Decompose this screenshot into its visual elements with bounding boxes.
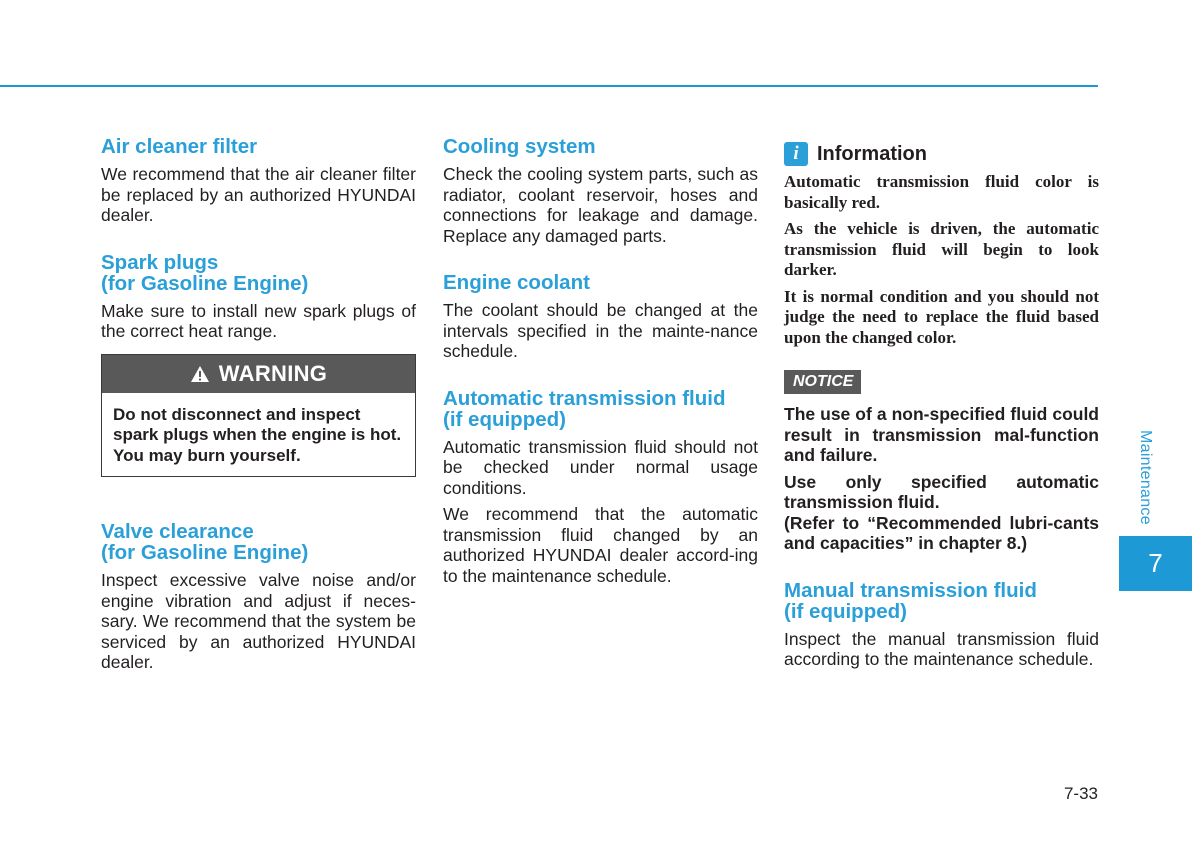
warning-title: WARNING <box>218 360 328 386</box>
column-3 <box>784 136 1099 676</box>
chapter-tab: 7 <box>1119 536 1192 591</box>
notice-text-2: Use only specified automatic transmission fluid. (Refer to “Recommended lubri-cants and capacities” in chapter 8.) <box>784 471 1099 553</box>
engine-coolant-heading: Engine coolant <box>443 271 590 294</box>
engine-coolant-text: The coolant should be changed at the intervals specified in the mainte-nance schedule. <box>443 300 758 361</box>
column-2 <box>443 136 758 592</box>
info-text-3: It is normal condition and you should not judge the need to replace the fluid based upon the changed color. <box>784 286 1099 347</box>
manual-transmission-text: Inspect the manual transmission fluid according to the maintenance schedule. <box>784 628 1099 669</box>
warning-header <box>102 355 415 393</box>
spark-plugs-heading: Spark plugs (for Gasoline Engine) <box>101 250 309 295</box>
cooling-system-text: Check the cooling system parts, such as radiator, coolant reservoir, hoses and connections for leakage and damage. Replace any damaged parts. <box>443 164 758 246</box>
cooling-system-heading: Cooling system <box>443 135 596 158</box>
atf-text-1: Automatic transmission fluid should not be checked under normal usage conditions. <box>443 436 758 498</box>
warning-text: Do not disconnect and inspect spark plugs when the engine is hot. You may burn yourself. <box>113 404 402 465</box>
information-header <box>784 142 1099 166</box>
info-text-2: As the vehicle is driven, the automatic transmission fluid will begin to look darker. <box>784 219 1099 279</box>
valve-clearance-text: Inspect excessive valve noise and/or engine vibration and adjust if neces-sary. We recommend that the system be serviced by an authorized HYUNDAI dealer. <box>101 570 416 672</box>
atf-heading: Automatic transmission fluid (if equipped) <box>443 386 726 431</box>
header-rule <box>0 85 1098 87</box>
column-1 <box>101 136 416 679</box>
page-number: 7-33 <box>1063 784 1098 803</box>
info-text-1: Automatic transmission fluid color is basically red. <box>784 172 1099 212</box>
section-side-label: Maintenance <box>1137 430 1154 525</box>
spark-plugs-text: Make sure to install new spark plugs of the correct heat range. <box>101 300 416 341</box>
information-title: Information <box>817 142 927 165</box>
air-cleaner-heading: Air cleaner filter <box>101 135 258 158</box>
valve-clearance-heading: Valve clearance (for Gasoline Engine) <box>101 520 309 564</box>
warning-box <box>101 354 416 478</box>
manual-transmission-heading: Manual transmission fluid (if equipped) <box>784 578 1037 623</box>
atf-text-2: We recommend that the automatic transmission fluid changed by an authorized HYUNDAI dealer accord-ing to the maintenance schedule. <box>443 504 758 586</box>
notice-badge: NOTICE <box>784 370 861 394</box>
air-cleaner-text: We recommend that the air cleaner filter be replaced by an authorized HYUNDAI dealer. <box>101 164 416 225</box>
info-icon: i <box>784 142 808 166</box>
warning-triangle-icon <box>190 365 210 383</box>
notice-text-1: The use of a non-specified fluid could result in transmission mal-function and failure. <box>784 404 1099 465</box>
